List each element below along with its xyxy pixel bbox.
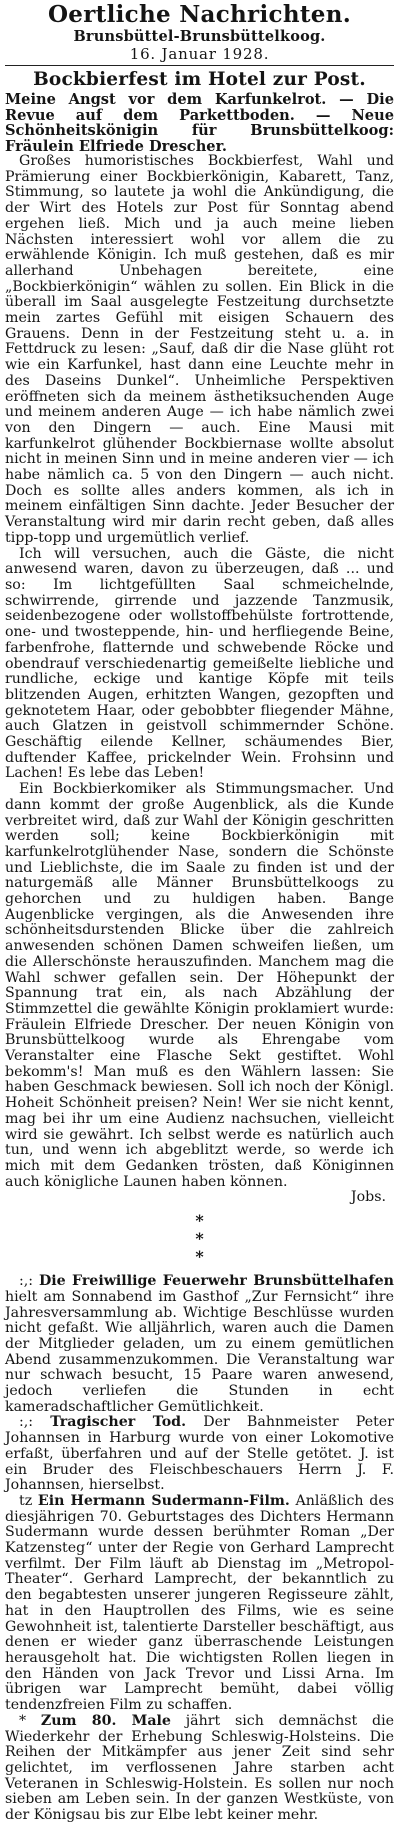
news-keyword: Zum 80. Male (40, 1712, 171, 1729)
news-keyword: Die Freiwillige Feuerwehr Brunsbüttelhafen (38, 1273, 395, 1290)
article-paragraph: Ein Bockbierkomiker als Stimmungsmacher. Und dann kommt der große Augenblick, als die Kunde verbreitet wird, daß zur Wahl der Königin geschritten werden soll; keine Bockbierkönigin mit karfunkelrotglühender Nase, sondern die Schönste und Lieblichste, die im Saale zu finden ist und der naturgemäß alle Männer Brunsbüttelkoogs zu gehorchen und zu huldigen haben. Bange Augenblicke vergingen, als die Anwesenden ihre schönheitsdurstenden Blicke über die zahlreich anwesenden schönen Damen schweifen ließen, um die Allerschönste herauszufinden. Manchem mag die Wahl schwer gefallen sein. Der Höhepunkt der Spannung trat ein, als nach Abzählung der Stimmzettel die gewählte Königin proklamiert wurde: Fräulein Elfriede Drescher. Der neuen Königin von Brunsbüttelkoog wurde als Ehrengabe vom Veranstalter eine Flasche Sekt gestiftet. Wohl bekomm's! Man muß es den Wählern lassen: Sie haben Geschmack bewiesen. Soll ich noch der Königl. Hoheit Schönheit preisen? Nein! Wer sie nicht kennt, mag bei ihr um eine Audienz nachsuchen, vielleicht wird sie gewährt. Ich selbst werde es natürlich auch tun, und wenn ich abgeblitzt werde, so werde ich mich mit dem Gedanken trösten, daß Königinnen auch königliche Launen haben können. (5, 781, 394, 1190)
masthead (5, 2, 394, 63)
section-title: Oertliche Nachrichten. (47, 1, 352, 28)
article-paragraph: Ich will versuchen, auch die Gäste, die nicht anwesend waren, davon zu überzeugen, daß ... und so: Im lichtgefüllten Saal schmeichelnde, schwirrende, girrende und jazzende Tanzmusik, seidenbezogene oder wollstoffbehülste fortrottende, one- und twosteppende, hin- und herfliegende Beine, farbenfrohe, flatternde und schwebende Röcke und obendrauf verschiedenartig gemeißelte liebliche und rundliche, eckige und kantige Köpfe mit teils blitzenden Augen, erhitzten Wangen, gezopften und geknotetem Haar, oder gebobbter fliegender Mähne, auch Glatzen in geistvoll schimmernder Schöne. Geschäftig eilende Kellner, schäumendes Bier, duftender Kaffee, prickelnder Wein. Frohsinn und Lachen! Es lebe das Leben! (5, 545, 394, 782)
news-prefix: :,: (19, 1273, 34, 1290)
news-prefix: :,: (19, 1414, 34, 1431)
section-subtitle: Brunsbüttel-Brunsbüttelkoog. (73, 28, 326, 45)
news-text: Der Bahnmeister Peter Johannsen in Harburg wurde von einer Lokomotive erfaßt, überfahren und auf der Stelle getötet. J. ist ein Bruder des Fleischbeschauers Herrn J. F. Johannsen, hierselbst. (5, 1414, 394, 1494)
news-prefix: tz (19, 1492, 33, 1509)
section-separator: * * * (195, 1211, 304, 1267)
news-text: jährt sich demnächst die Wiederkehr der Erhebung Schleswig-Holsteins. Die Reihen der Mitkämpfer aus jener Zeit sind sehr gelichtet, im verflossenen Jahre starben acht Veteranen in Schleswig-Holstein. Es sollen nur noch sieben am Leben sein. In der ganzen Westküste, von der Königsau bis zur Elbe lebt keiner mehr. (5, 1712, 395, 1824)
news-keyword: Tragischer Tod. (50, 1414, 187, 1431)
news-item (5, 1415, 394, 1494)
article-signature: Jobs. (350, 1189, 386, 1206)
article-lead: Meine Angst vor dem Karfunkelrot. — Die Revue auf dem Parkettboden. — Neue Schönheitskönigin für Brunsbüttelkoog: Fräulein Elfriede Drescher. (5, 91, 394, 155)
issue-date: 16. Januar 1928. (129, 45, 270, 63)
news-text: hielt am Sonnabend im Gasthof „Zur Fernsicht“ ihre Jahresversammlung ab. Wichtige Beschlüsse wurden nicht gefaßt. Wie alljährlich, waren auch die Damen der Mitglieder geladen, um zu einem gemütlichen Abend zusammenzukommen. Die Veranstaltung war nur schwach besucht, 15 Paare waren anwesend, jedoch verliefen die Stunden in echt kameradschaftlicher Gemütlichkeit. (5, 1288, 394, 1415)
news-text: Anläßlich des diesjährigen 70. Geburtstages des Dichters Hermann Sudermann wurde dessen berühmter Roman „Der Katzensteg“ unter der Regie von Gerhard Lamprecht verfilmt. Der Film läuft ab Dienstag im „Metropol-Theater“. Gerhard Lamprecht, der bekanntlich zu den begabtesten unserer jungeren Regisseure zählt, hat in den Hauptrollen des Films, wie es seine Gewohnheit ist, talentierte Darsteller beschäftigt, aus denen er wieder ganz überraschende Leistungen herausgeholt hat. Die wichtigsten Rollen liegen in den Händen von Jack Trevor und Lissi Arna. Im übrigen war Lamprecht bemüht, dabei völlig tendenzfreien Film zu schaffen. (5, 1492, 394, 1714)
news-prefix: * (19, 1712, 27, 1729)
article-paragraph: Großes humoristisches Bockbierfest, Wahl und Prämierung einer Bockbierkönigin, Kabarett, Tanz, Stimmung, so lautete ja wohl die Ankündigung, die der Wirt des Hotels zur Post für Sonntag abend ergehen ließ. Mich und ja auch meine lieben Nächsten interessiert wohl vor allem die zu erwählende Königin. Ich muß gestehen, daß es mir allerhand Unbehagen bereitete, eine „Bockbierkönigin“ wählen zu sollen. Ein Blick in die überall im Saal ausgelegte Festzeitung durchsetzte mein zartes Gefühl mit eisigen Schauern des Grauens. Denn in der Festzeitung steht u. a. in Fettdruck zu lesen: „Sauf, daß dir die Nase glüht rot wie ein Karfunkel, hast dann eine Leuchte mehr in des Daseins Dunkel“. Unheimliche Perspektiven eröffneten sich da meinem ästhetiksuchenden Auge und meinem anderen Auge — ich habe nämlich zwei von den Dingern — auch. Eine Mausi mit karfunkelrot glühender Bockbiernase wollte absolut nicht in meinen Sinn und in meine anderen vier — ich habe nämlich ca. 5 von den Dingern — auch nicht. Doch es sollte alles anders kommen, als ich in meinem einfältigen Sinn dachte. Jeder Besucher der Veranstaltung wird mir darin recht geben, daß alles tipp-topp und urgemütlich verlief. (5, 153, 394, 546)
header-divider (5, 65, 394, 66)
news-item (5, 1274, 394, 1415)
news-item (5, 1714, 394, 1824)
news-keyword: Ein Hermann Sudermann-Film. (37, 1492, 290, 1509)
news-item (5, 1494, 394, 1714)
article-headline: Bockbierfest im Hotel zur Post. (33, 69, 366, 90)
